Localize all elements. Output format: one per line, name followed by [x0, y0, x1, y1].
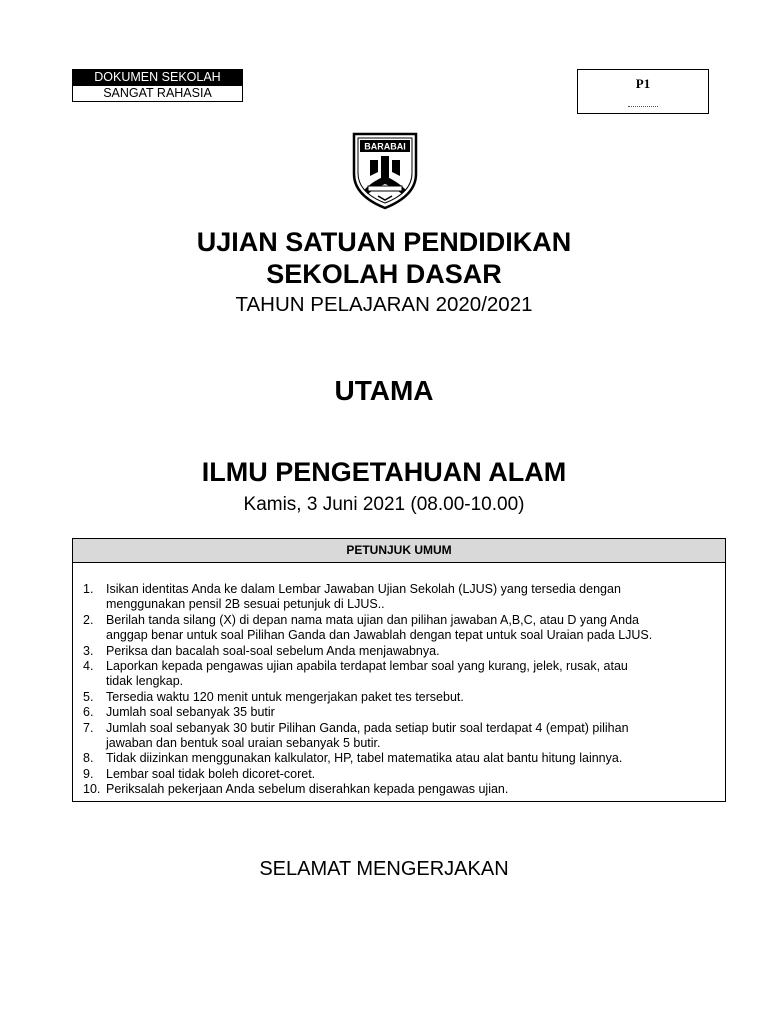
instruction-line: jawaban dan bentuk soal uraian sebanyak 5 butir.: [106, 736, 381, 751]
instruction-text: [106, 659, 725, 690]
instruction-line: Periksalah pekerjaan Anda sebelum diserahkan kepada pengawas ujian.: [106, 782, 509, 797]
closing-message: SELAMAT MENGERJAKAN: [259, 858, 509, 880]
instruction-number: 2.: [83, 612, 94, 627]
instruction-text: [106, 721, 725, 752]
document-classification-badge: [72, 69, 243, 102]
instruction-item: [83, 644, 725, 659]
instruction-item: [83, 767, 725, 782]
instruction-line: Tidak diizinkan menggunakan kalkulator, HP, tabel matematika atau alat bantu hitung lainnya.: [106, 751, 623, 766]
instruction-line: anggap benar untuk soal Pilihan Ganda dan Jawablah dengan tepat untuk soal Uraian pada LJUS.: [106, 628, 653, 643]
instruction-number: 5.: [83, 689, 94, 704]
regency-emblem-icon: [350, 130, 420, 210]
academic-year: TAHUN PELAJARAN 2020/2021: [235, 293, 533, 316]
instruction-number: 7.: [83, 720, 94, 735]
exam-title: UJIAN SATUAN PENDIDIKAN: [196, 227, 572, 257]
instruction-text: [106, 582, 725, 613]
instruction-item: [83, 690, 725, 705]
instructions-heading: PETUNJUK UMUM: [73, 539, 725, 563]
instruction-line: Periksa dan bacalah soal-soal sebelum Anda menjawabnya.: [106, 643, 440, 658]
paper-code-box: [577, 69, 709, 114]
instruction-text: [106, 613, 725, 644]
instruction-line: Lembar soal tidak boleh dicoret-coret.: [106, 766, 316, 781]
instruction-line: Laporkan kepada pengawas ujian apabila terdapat lembar soal yang kurang, jelek, rusak, atau: [106, 659, 628, 674]
instruction-item: [83, 721, 725, 752]
instruction-line: Isikan identitas Anda ke dalam Lembar Jawaban Ujian Sekolah (LJUS) yang tersedia dengan: [106, 582, 621, 596]
instruction-line: tidak lengkap.: [106, 674, 184, 689]
instruction-text: [106, 690, 725, 705]
general-instructions-box: [72, 538, 726, 802]
instruction-line: Jumlah soal sebanyak 30 butir Pilihan Ganda, pada setiap butir soal terdapat 4 (empat) pilihan: [106, 720, 629, 735]
instruction-number: 1.: [83, 582, 94, 596]
paper-code: P1: [635, 76, 651, 91]
instruction-number: 9.: [83, 766, 94, 781]
emblem-text: BARABAI: [364, 141, 406, 152]
paper-code-underline: [628, 106, 658, 109]
instructions-list: [73, 563, 725, 798]
instruction-line: Jumlah soal sebanyak 35 butir: [106, 705, 275, 720]
badge-bottom-label: SANGAT RAHASIA: [73, 85, 242, 101]
instruction-number: 3.: [83, 643, 94, 658]
instruction-text: [106, 767, 725, 782]
instruction-item: [83, 659, 725, 690]
instruction-item: [83, 782, 725, 797]
instruction-text: [106, 782, 725, 797]
badge-top-label: DOKUMEN SEKOLAH: [73, 70, 242, 85]
instruction-item: [83, 751, 725, 766]
instruction-number: 10.: [83, 782, 101, 797]
instruction-item: [83, 582, 725, 613]
instruction-number: 4.: [83, 659, 94, 674]
instruction-text: [106, 644, 725, 659]
instruction-text: [106, 705, 725, 720]
instruction-item: [83, 705, 725, 720]
instruction-line: Tersedia waktu 120 menit untuk mengerjakan paket tes tersebut.: [106, 689, 464, 704]
instruction-number: 8.: [83, 751, 94, 766]
exam-category: UTAMA: [334, 375, 434, 406]
instruction-item: [83, 613, 725, 644]
instruction-text: [106, 751, 725, 766]
instruction-number: 6.: [83, 705, 94, 720]
instruction-line: menggunakan pensil 2B sesuai petunjuk di LJUS..: [106, 597, 385, 612]
exam-date: Kamis, 3 Juni 2021 (08.00-10.00): [243, 494, 525, 515]
school-level-title: SEKOLAH DASAR: [266, 259, 502, 289]
subject-title: ILMU PENGETAHUAN ALAM: [201, 457, 567, 487]
instruction-line: Berilah tanda silang (X) di depan nama mata ujian dan pilihan jawaban A,B,C, atau D yang Anda: [106, 612, 639, 627]
